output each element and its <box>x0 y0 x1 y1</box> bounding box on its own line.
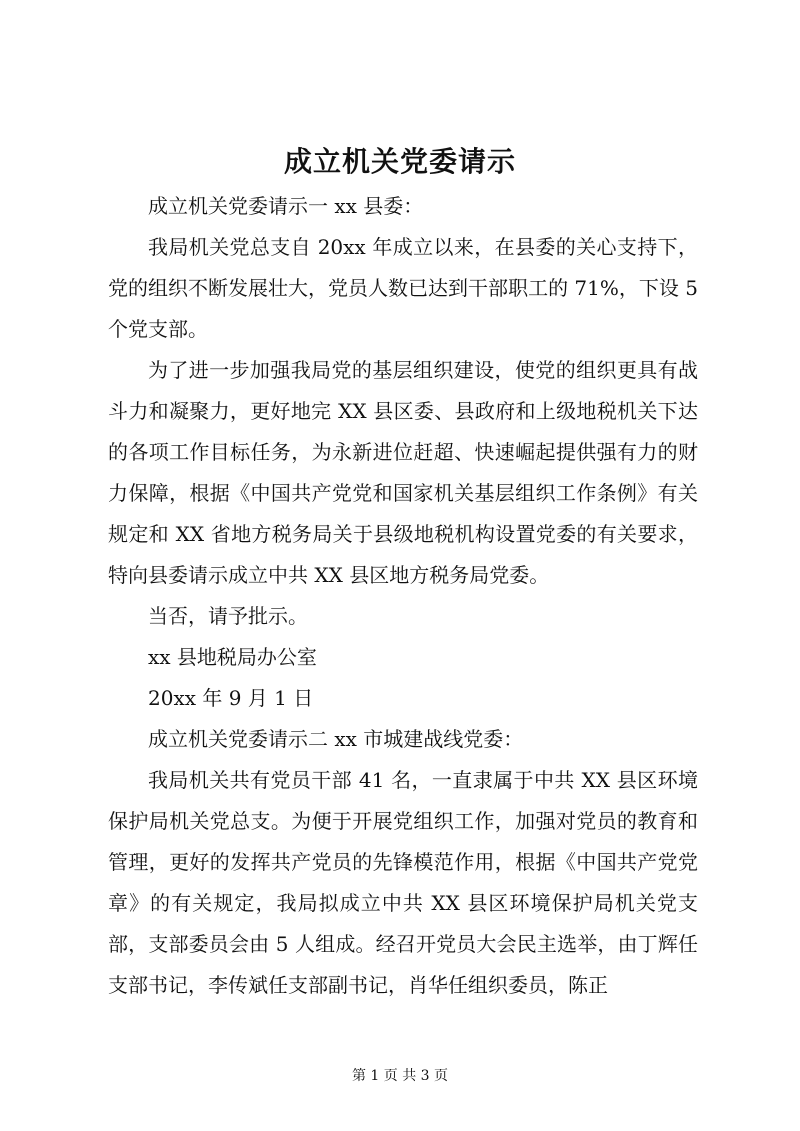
paragraph-body-2: 为了进一步加强我局党的基层组织建设，使党的组织更具有战斗力和凝聚力，更好地完 XX 县区委、县政府和上级地税机关下达的各项工作目标任务，为永新进位赶超、快速崛起提供强有力的财力保障，根据《中国共产党党和国家机关基层组织工作条例》有关规定和 XX 省地方税务局关于县级地税机构设置党委的有关要求，特向县委请示成立中共 XX 县区地方税务局党委。 <box>108 358 698 587</box>
page-title: 成立机关党委请示 <box>283 145 516 178</box>
document-body <box>108 186 698 1006</box>
paragraph-date: 20xx 年 9 月 1 日 <box>148 686 314 710</box>
paragraph-body-1: 我局机关党总支自 20xx 年成立以来，在县委的关心支持下，党的组织不断发展壮大，党员人数已达到干部职工的 71%，下设 5 个党支部。 <box>108 235 698 341</box>
paragraph-salutation-1: 成立机关党委请示一 xx 县委： <box>148 194 424 218</box>
paragraph-request: 当否，请予批示。 <box>148 604 308 628</box>
paragraph-salutation-2: 成立机关党委请示二 xx 市城建战线党委： <box>148 727 524 751</box>
paragraph-body-3: 我局机关共有党员干部 41 名，一直隶属于中共 XX 县区环境保护局机关党总支。为便于开展党组织工作，加强对党员的教育和管理，更好的发挥共产党员的先锋模范作用，根据《中国共产党党章》的有关规定，我局拟成立中共 XX 县区环境保护局机关党支部，支部委员会由 5 人组成。经召开党员大会民主选举，由丁辉任支部书记，李传斌任支部副书记，肖华任组织委员，陈正 <box>108 768 698 997</box>
paragraph-signature: xx 县地税局办公室 <box>148 645 317 669</box>
page-footer: 第 1 页 共 3 页 <box>351 1068 449 1084</box>
